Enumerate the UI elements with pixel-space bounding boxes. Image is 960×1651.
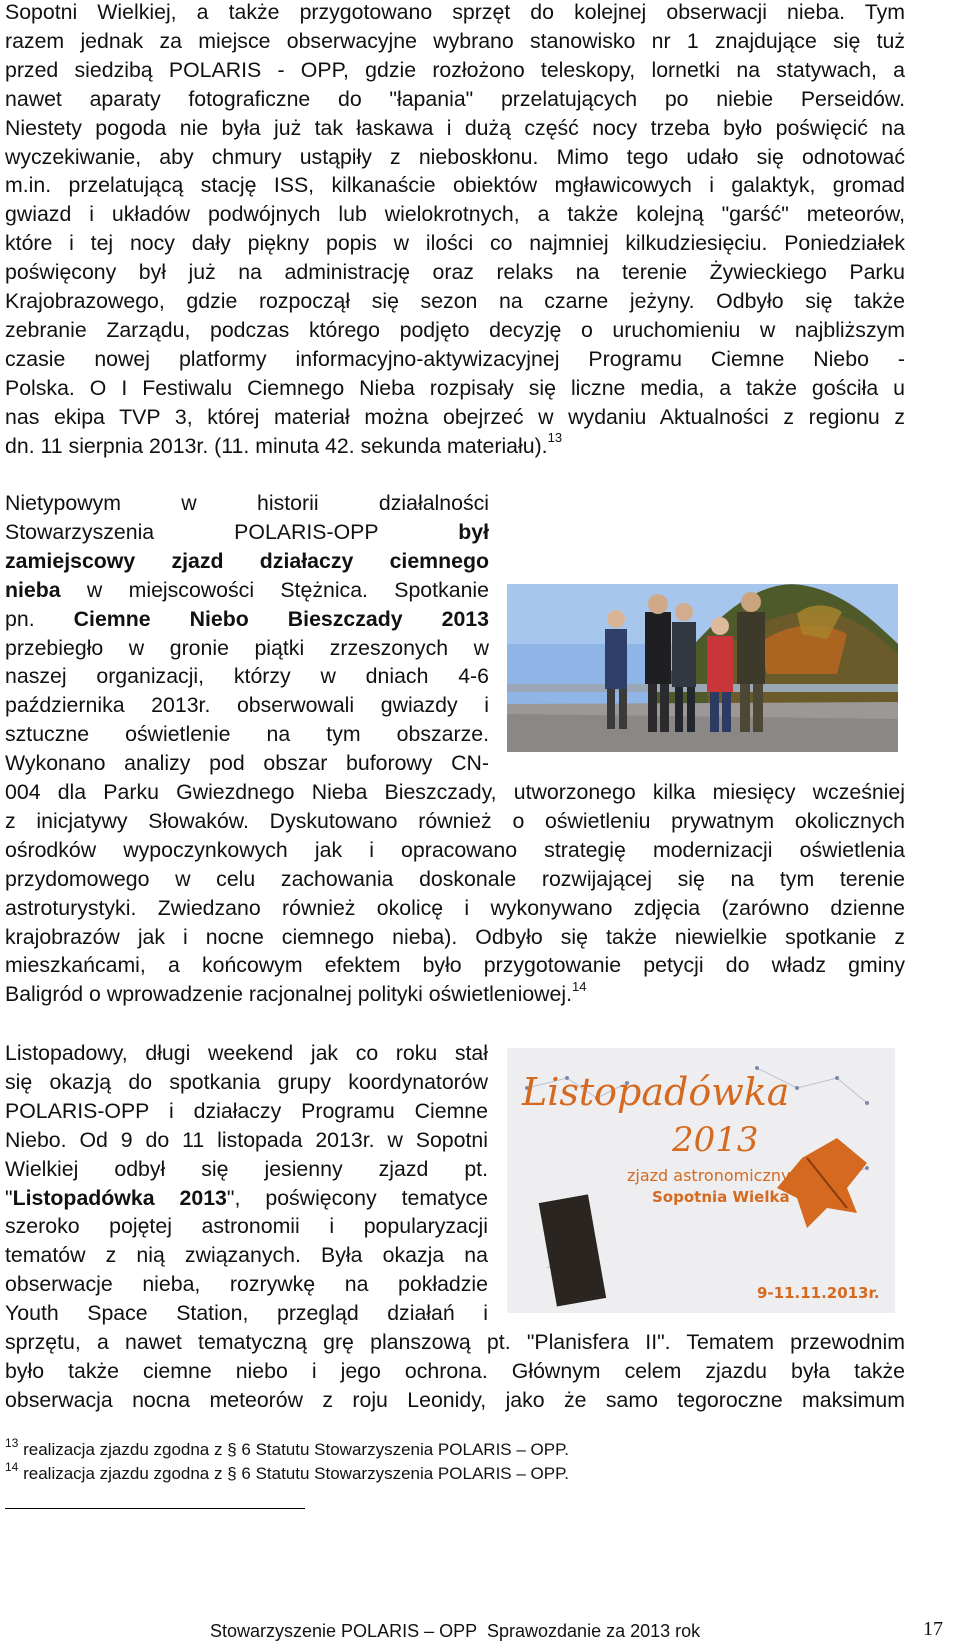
poster-year: 2013 [672,1120,759,1160]
text-run: obserwacje nieba, rozrywkę na pokładzie [5,1272,488,1297]
text-run: Niebo. Od 9 do 11 listopada 2013r. w Sopotni [5,1127,488,1152]
text-line [5,1212,488,1241]
text-run: tematów z nią związanych. Była okazja na [5,1243,488,1268]
text-line-last [5,432,905,461]
text-line [5,691,489,720]
text-line [5,1241,488,1270]
text-line [5,1357,905,1386]
text-run: krajobrazów jak i nocne ciemnego nieba). Odbyło się także niewielkie spotkanie z [5,924,905,949]
text-run: w miejscowości Stężnica. Spotkanie [60,577,489,602]
text-run: nas ekipa TVP 3, której materiał można obejrzeć w wydaniu Aktualności z regionu z [5,404,905,429]
text-line [5,258,905,287]
bold-run: był [458,519,489,544]
footnote-separator [5,1508,305,1509]
bold-run: nieba [5,577,61,602]
text-line [5,287,905,316]
text-run: mieszkańcami, a końcowym efektem było przygotowanie petycji do władz gminy [5,953,905,978]
text-line [5,749,489,778]
text-line [5,403,905,432]
text-run: czasie nowej platformy informacyjno-aktywizacyjnej Programu Ciemne Niebo - [5,346,905,371]
poster-dates: 9-11.11.2013r. [757,1284,880,1302]
footnote-13 [5,1438,569,1462]
text-line [5,923,905,952]
text-line [5,114,905,143]
text-run: szeroko pojętej astronomii i popularyzacji [5,1214,488,1239]
footer-report: Sprawozdanie za 2013 rok [487,1621,701,1641]
text-line [5,0,905,27]
text-run: przebiegło w gronie piątki zrzeszonych w [5,635,489,660]
text-line [5,374,905,403]
text-run: Baligród o wprowadzenie racjonalnej polityki oświetleniowej. [5,982,573,1007]
text-line [5,1386,905,1415]
text-line [5,56,905,85]
text-run: przydomowego w celu zachowania doskonale rozwijającej się na tym terenie [5,866,905,891]
text-line [5,1126,488,1155]
poster-title: Listopadówka [522,1070,790,1114]
text-run: Niestety pogoda nie była już tak łaskawa i dużą część nocy trzeba było poświęcić na [5,115,905,140]
text-line [5,894,905,923]
group-photo [507,584,898,752]
text-run: które i tej nocy dały piękny popis w ilości co najmniej kilkudziesięciu. Poniedziałek [5,231,905,256]
text-run: " [5,1185,13,1210]
text-line [5,605,489,634]
footnote-14 [5,1462,569,1486]
text-run: obserwacja nocna meteorów z roju Leonidy, jako że samo tegoroczne maksimum [5,1387,905,1412]
text-line [5,171,905,200]
text-run: nawet aparaty fotograficzne do "łapania" przelatujących po niebie Perseidów. [5,86,905,111]
text-line [5,27,905,56]
text-line [5,1328,905,1357]
text-run: się okazją do spotkania grupy koordynatorów [5,1069,488,1094]
text-line [5,518,489,547]
text-run: było także ciemne niebo i jego ochrona. Głównym celem zjazdu była także [5,1358,905,1383]
text-line [5,778,905,807]
text-run: 004 dla Parku Gwiezdnego Nieba Bieszczady, utworzonego kilka miesięcy wcześniej [5,780,905,804]
text-line [5,836,905,865]
text-run: z inicjatywy Słowaków. Dyskutowano również o oświetleniu prywatnym okolicznych [5,808,905,833]
footer-org: Stowarzyszenie POLARIS – OPP [210,1621,478,1641]
bold-run: zamiejscowy zjazd działaczy ciemnego [5,548,489,573]
listopadowka-poster [507,1048,895,1313]
text-line [5,1270,488,1299]
text-line [5,316,905,345]
footnote-ref: 13 [547,430,563,446]
text-run: przed siedzibą POLARIS - OPP, gdzie rozłożono teleskopy, lornetki na statywach, a [5,57,905,82]
text-run: gwiazd i układów podwójnych lub wielokrotnych, a także kolejną "garść" meteorów, [5,202,905,227]
text-line [5,229,905,258]
text-run: Youth Space Station, przegląd działań i [5,1301,488,1326]
text-line [5,951,905,980]
text-run: Sopotni Wielkiej, a także przygotowano sprzęt do kolejnej obserwacji nieba. Tym [5,0,905,24]
text-run: naszej organizacji, którzy w dniach 4-6 [5,664,489,689]
footnote-text: realizacja zjazdu zgodna z § 6 Statutu Stowarzyszenia POLARIS – OPP. [23,1440,569,1459]
text-line [5,634,489,663]
text-line [5,807,905,836]
text-line [5,1039,488,1068]
text-run: wyczekiwanie, aby chmury ustąpiły z nieboskłonu. Mimo tego udało się odnotować [5,144,905,169]
text-line [5,489,489,518]
text-run: Listopadowy, długi weekend jak co roku stał [5,1041,488,1065]
text-line [5,1155,488,1184]
text-line [5,345,905,374]
text-line [5,576,489,605]
text-run: Krajobrazowego, gdzie rozpoczął się sezon na czarne jeżyny. Odbyło się także [5,289,905,313]
text-run: m.in. przelatującą stację ISS, kilkanaście obiektów mgławicowych i galaktyk, gromad [5,173,905,198]
text-line [5,720,489,749]
poster-subtitle: zjazd astronomiczny [627,1166,791,1185]
text-line [5,143,905,172]
bold-run: Ciemne Niebo Bieszczady 2013 [73,606,489,631]
text-run: poświęcony był już na administrację oraz relaks na terenie Żywieckiego Parku [5,260,905,285]
text-run: astroturystyki. Zwiedzano również okolicę i wykonywano zdjęcia (zarówno dzienne [5,895,905,920]
text-run: Wykonano analizy pod obszar buforowy CN- [5,751,489,776]
text-run: zebranie Zarządu, podczas którego podjęto decyzję o uruchomieniu w najbliższym [5,317,905,342]
poster-location: Sopotnia Wielka [652,1188,790,1206]
page-number: 17 [923,1618,943,1640]
footnote-ref: 14 [572,979,587,995]
text-run: Wielkiej odbył się jesienny zjazd pt. [5,1156,488,1181]
text-line [5,1068,488,1097]
text-run: ", poświęcony tematyce [226,1185,488,1210]
text-line [5,662,489,691]
text-run: Stowarzyszenia POLARIS-OPP [5,519,459,544]
text-run: sprzętu, a nawet tematyczną grę planszową pt. "Planisfera II". Tematem przewodnim [5,1330,905,1354]
text-run: sztuczne oświetlenie na tym obszarze. [5,722,489,747]
text-run: dn. 11 sierpnia 2013r. (11. minuta 42. sekunda materiału). [5,433,548,458]
text-line [5,865,905,894]
text-run: POLARIS-OPP i działaczy Programu Ciemne [5,1098,488,1123]
text-run: października 2013r. obserwowali gwiazdy i [5,693,489,718]
text-line-last [5,980,905,1009]
footnote-text: realizacja zjazdu zgodna z § 6 Statutu Stowarzyszenia POLARIS – OPP. [23,1464,569,1483]
text-run: ośrodków wypoczynkowych jak i opracowano strategię modernizacji oświetlenia [5,837,905,862]
text-line [5,1184,488,1213]
text-run: razem jednak za miejsce obserwacyjne wybrano stanowisko nr 1 znajdujące się tuż [5,28,905,53]
text-line [5,1299,488,1328]
text-line [5,1097,488,1126]
text-run: pn. [5,606,74,631]
text-line [5,200,905,229]
footnote-number: 13 [5,1436,19,1451]
text-run: Polska. O I Festiwalu Ciemnego Nieba rozpisały się liczne media, a także gościła u [5,375,905,400]
footnote-number: 14 [5,1460,19,1475]
text-line [5,85,905,114]
text-run: Nietypowym w historii działalności [5,491,489,515]
text-line [5,547,489,576]
bold-run: Listopadówka 2013 [12,1185,227,1210]
